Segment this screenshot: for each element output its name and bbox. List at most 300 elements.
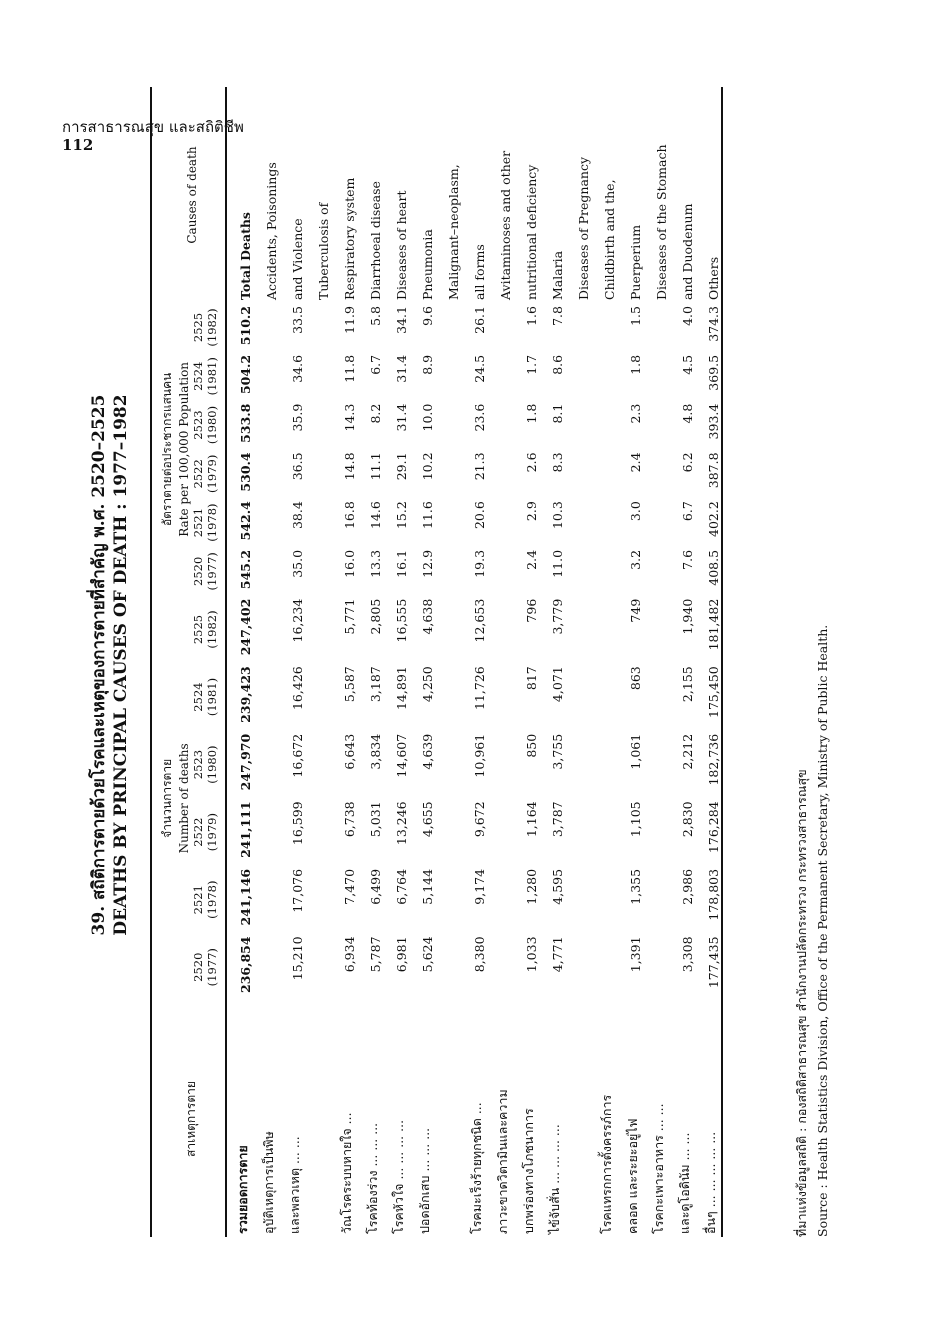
cause-thai-cell [565,1001,591,1237]
death-rate-cell: 31.4 [394,403,409,432]
death-count-cell: 5,771 [342,598,357,635]
death-count-cell: 16,555 [394,598,409,643]
death-rate-cell: 2.4 [524,549,539,570]
table-title [88,75,132,1255]
death-count-cell [591,933,617,1001]
death-count-cell: 4,250 [420,666,435,703]
death-count-cell [435,866,461,934]
death-rate-cell: 14.3 [342,403,357,432]
death-rate-cell [487,352,513,401]
header-number-year [191,866,226,934]
year-ad: (1982) [205,610,219,649]
cause-thai-cell: อุบัติเหตุการเป็นพิษ [261,1131,276,1234]
source-note-thai: ที่มาแห่งข้อมูลสถิติ : กองสถิติสาธารณสุข สำนักงานปลัดกระทรวง กระทรวงสาธารณสุข [794,769,809,1237]
death-count-cell: 6,764 [394,868,409,905]
year-be: 2520 [191,556,205,586]
death-rate-cell: 11.1 [368,452,383,481]
death-count-cell: 2,986 [680,868,695,905]
death-count-cell: 2,830 [680,801,695,838]
death-rate-cell [565,401,591,450]
death-count-cell [591,663,617,731]
death-rate-cell: 36.5 [290,452,305,481]
year-ad: (1981) [205,357,219,396]
death-count-cell: 12,653 [472,598,487,643]
death-rate-cell [253,303,279,352]
death-rate-cell: 11.6 [420,501,435,530]
death-rate-cell: 26.1 [472,306,487,334]
death-rate-cell [487,303,513,352]
death-count-cell [591,798,617,866]
death-count-cell: 3,755 [550,733,565,770]
death-count-cell: 15,210 [290,936,305,981]
cause-en-cell: and Violence [290,218,305,300]
death-count-cell [305,596,331,664]
header-rate-year [191,449,226,498]
header-number-year [191,933,226,1001]
year-ad: (1981) [205,677,219,717]
death-rate-cell [565,547,591,596]
cause-en-cell: Pneumonia [420,229,435,300]
death-count-cell [643,933,669,1001]
death-count-cell: 247,970 [238,733,253,791]
death-count-cell [643,596,669,664]
death-count-cell: 5,787 [368,936,383,973]
death-rate-cell: 21.3 [472,452,487,481]
death-count-cell: 4,638 [420,598,435,635]
death-rate-cell [305,449,331,498]
death-rate-cell: 20.6 [472,501,487,530]
death-count-cell [643,798,669,866]
death-count-cell [565,731,591,799]
death-count-cell: 6,643 [342,733,357,770]
header-rate-year [191,547,226,596]
death-count-cell: 1,061 [628,733,643,770]
death-rate-cell: 6.2 [680,452,695,473]
death-count-cell: 6,934 [342,936,357,973]
year-be: 2521 [191,507,205,538]
death-count-cell: 3,779 [550,598,565,635]
cause-en-cell: Tuberculosis of [316,202,331,300]
cause-thai-cell: คลอด และระยะอยู่ไฟ [625,1118,640,1234]
death-rate-cell: 23.6 [472,403,487,432]
death-rate-cell [487,401,513,450]
death-count-cell [565,596,591,664]
death-rate-cell: 10.3 [550,501,565,530]
death-rate-cell [435,498,461,547]
table-row [487,87,513,1237]
cause-thai-cell: รวมยอดการตาย [235,1145,250,1234]
running-head-title: การสาธารณสุข และสถิติชีพ [62,118,244,136]
death-count-cell [591,731,617,799]
death-rate-cell: 4.0 [680,306,695,326]
cause-en-cell: Total Deaths [238,212,253,300]
cause-en-cell: Diseases of the Stomach [654,144,669,300]
cause-thai-cell: โรคท้องร่วง ... ... ... [365,1122,380,1234]
cause-en-cell: Respiratory system [342,177,357,300]
death-rate-cell [305,547,331,596]
death-count-cell: 749 [628,598,643,623]
death-count-cell [487,663,513,731]
death-rate-cell: 1.8 [628,354,643,375]
death-count-cell [643,866,669,934]
death-rate-cell: 4.5 [680,354,695,375]
death-rate-cell [591,547,617,596]
death-rate-cell: 402.2 [706,501,721,537]
death-rate-cell: 14.6 [368,501,383,530]
year-ad: (1977) [205,948,219,987]
death-count-cell: 3,787 [550,801,565,838]
year-ad: (1978) [205,503,219,542]
death-rate-cell [565,303,591,352]
death-rate-cell: 504.2 [238,354,253,395]
header-rate-group [151,303,191,596]
death-count-cell: 14,891 [394,666,409,711]
page-number: 112 [62,136,94,154]
death-rate-cell [487,498,513,547]
death-count-cell [487,596,513,664]
death-count-cell [253,731,279,799]
year-be: 2525 [191,614,205,645]
table-title-thai: สถิติการตายด้วยโรคและเหตุของการตายที่สำคัญ พ.ศ. 2520–2525 [89,394,109,900]
death-rate-cell [435,303,461,352]
header-cause-thai: สาเหตุการตาย [151,1001,226,1237]
cause-thai-cell [305,1001,331,1237]
death-count-cell: 16,672 [290,733,305,778]
death-rate-cell: 530.4 [238,452,253,492]
death-rate-cell [435,449,461,498]
death-rate-cell: 35.9 [290,403,305,432]
death-count-cell: 6,499 [368,868,383,905]
death-count-cell [305,798,331,866]
death-count-cell [305,663,331,731]
death-rate-cell: 7.6 [680,549,695,570]
death-rate-cell [253,352,279,401]
death-rate-cell [643,352,669,401]
death-count-cell: 4,639 [420,733,435,770]
death-count-cell: 10,961 [472,733,487,778]
header-rate-thai: อัตราตายต่อประชากรแสนคน [160,372,174,527]
death-rate-cell [435,401,461,450]
death-rate-cell: 4.8 [680,403,695,424]
death-count-cell [435,933,461,1001]
death-count-cell: 1,280 [524,868,539,905]
death-rate-cell: 374.3 [706,306,721,342]
death-count-cell: 178,803 [706,868,721,921]
death-count-cell: 177,435 [706,936,721,989]
death-rate-cell [643,449,669,498]
cause-thai-cell: ภาวะขาดวิตามินและความ [495,1089,510,1234]
deaths-table [150,87,727,1237]
table-number: 39. [89,905,109,936]
death-rate-cell: 8.2 [368,403,383,424]
death-count-cell [487,731,513,799]
death-rate-cell [253,498,279,547]
year-be: 2523 [191,410,205,440]
death-count-cell [591,866,617,934]
death-rate-cell: 2.9 [524,501,539,522]
death-count-cell: 2,212 [680,733,695,770]
death-count-cell: 236,854 [238,936,253,993]
death-rate-cell: 33.5 [290,306,305,334]
death-rate-cell: 29.1 [394,452,409,481]
death-rate-cell: 34.6 [290,354,305,383]
death-count-cell: 1,355 [628,868,643,905]
death-count-cell [643,731,669,799]
death-count-cell: 3,308 [680,936,695,973]
death-rate-cell [435,547,461,596]
death-rate-cell: 510.2 [238,306,253,346]
header-number-year [191,596,226,664]
death-count-cell: 17,076 [290,868,305,913]
death-rate-cell: 10.2 [420,452,435,481]
death-count-cell [487,798,513,866]
table-row [617,87,643,1237]
death-rate-cell: 11.8 [342,354,357,383]
death-rate-cell: 11.9 [342,306,357,334]
death-count-cell: 4,071 [550,666,565,703]
header-rate-year [191,401,226,450]
death-count-cell: 7,470 [342,868,357,905]
table-row [305,87,331,1237]
year-be: 2524 [191,361,205,391]
table-row [565,87,591,1237]
rotated-table-page [80,75,860,1255]
death-rate-cell [253,401,279,450]
death-count-cell [253,663,279,731]
death-rate-cell: 8.6 [550,354,565,375]
death-count-cell: 14,607 [394,733,409,778]
death-rate-cell: 3.0 [628,501,643,522]
death-rate-cell [591,303,617,352]
death-rate-cell: 11.0 [550,549,565,578]
cause-thai-cell: และดูโอดินัม ... ... [677,1132,692,1234]
death-count-cell: 1,105 [628,801,643,838]
death-rate-cell: 542.4 [238,501,253,541]
table-row [435,87,461,1237]
cause-thai-cell: โรคมะเร็งร้ายทุกชนิด ... [469,1102,484,1234]
death-count-cell: 6,981 [394,936,409,973]
header-cause-en: Causes of death [151,87,226,303]
death-count-cell: 1,033 [524,936,539,973]
death-rate-cell: 9.6 [420,306,435,326]
death-rate-cell: 10.0 [420,403,435,432]
death-rate-cell: 533.8 [238,403,253,443]
death-count-cell: 16,234 [290,598,305,643]
year-be: 2523 [191,749,205,780]
source-note-english: Source : Health Statistics Division, Office of the Permanent Secretary, Ministry of Public Health. [815,624,830,1237]
table-row [409,87,435,1237]
cause-thai-cell: ปอดอักเสบ ... ... ... [417,1127,432,1234]
death-rate-cell [591,498,617,547]
death-count-cell: 5,144 [420,868,435,905]
death-rate-cell: 6.7 [680,501,695,522]
death-rate-cell: 2.4 [628,452,643,473]
death-count-cell: 1,940 [680,598,695,635]
death-count-cell: 4,771 [550,936,565,973]
death-rate-cell [643,547,669,596]
death-rate-cell [643,401,669,450]
table-bottom-rule [722,87,727,1237]
death-rate-cell [487,547,513,596]
cause-en-cell: Childbirth and the, [602,179,617,300]
death-count-cell [305,866,331,934]
death-rate-cell [643,498,669,547]
death-count-cell [253,933,279,1001]
death-rate-cell: 1.8 [524,403,539,424]
death-rate-cell [565,352,591,401]
death-count-cell: 796 [524,598,539,623]
death-rate-cell: 35.0 [290,549,305,578]
year-ad: (1977) [205,552,219,591]
header-number-year [191,663,226,731]
header-number-group [151,596,191,1001]
death-count-cell [253,798,279,866]
header-rate-year [191,303,226,352]
table-row [253,87,279,1237]
table-row [669,87,695,1237]
death-count-cell: 181,482 [706,598,721,651]
death-count-cell: 4,655 [420,801,435,838]
death-rate-cell: 31.4 [394,354,409,383]
death-count-cell: 3,187 [368,666,383,703]
death-rate-cell [643,303,669,352]
cause-thai-cell: โรคหัวใจ ... ... ... ... [391,1119,406,1234]
death-count-cell: 6,738 [342,801,357,838]
cause-en-cell: Diseases of heart [394,190,409,300]
cause-thai-cell: โรคแทรกการตั้งครรภ์การ [599,1094,614,1234]
death-count-cell: 5,031 [368,801,383,838]
header-rate-year [191,352,226,401]
death-count-cell: 4,595 [550,868,565,905]
death-count-cell [305,933,331,1001]
death-count-cell: 9,672 [472,801,487,838]
death-rate-cell: 13.3 [368,549,383,578]
death-rate-cell [565,498,591,547]
death-count-cell [435,663,461,731]
cause-en-cell: all forms [472,244,487,300]
death-count-cell: 5,624 [420,936,435,973]
cause-en-cell: Avitaminoses and other [498,150,513,300]
death-rate-cell: 408.5 [706,549,721,586]
table-row [383,87,409,1237]
year-be: 2521 [191,885,205,915]
death-rate-cell: 38.4 [290,501,305,530]
death-rate-cell: 2.6 [524,452,539,473]
death-count-cell: 11,726 [472,666,487,711]
year-be: 2520 [191,952,205,982]
death-rate-cell: 369.5 [706,354,721,391]
death-rate-cell [253,547,279,596]
year-ad: (1979) [205,454,219,493]
cause-en-cell: Diarrhoeal disease [368,181,383,300]
cause-en-cell: Malignant–neoplasm, [446,164,461,300]
death-count-cell: 239,423 [238,666,253,723]
table-row [357,87,383,1237]
death-rate-cell [591,449,617,498]
death-count-cell [435,731,461,799]
death-rate-cell [305,498,331,547]
year-ad: (1980) [205,405,219,445]
death-rate-cell: 387.8 [706,452,721,489]
death-count-cell: 817 [524,666,539,691]
death-count-cell: 9,174 [472,868,487,905]
death-rate-cell: 34.1 [394,306,409,334]
death-count-cell [253,596,279,664]
cause-en-cell: Malaria [550,250,565,300]
death-rate-cell: 5.8 [368,306,383,326]
death-count-cell [643,663,669,731]
death-count-cell: 247,402 [238,598,253,656]
cause-thai-cell [435,1001,461,1237]
death-count-cell [565,866,591,934]
cause-en-cell: nutritional deficiency [524,164,539,300]
death-rate-cell: 12.9 [420,549,435,578]
death-count-cell: 241,111 [238,801,253,858]
table-row [279,87,305,1237]
death-count-cell: 16,599 [290,801,305,846]
death-count-cell [565,798,591,866]
header-number-year [191,731,226,799]
cause-thai-cell: ไข้จับสั่น ... ... ... ... [547,1124,562,1234]
table-row [591,87,617,1237]
death-count-cell [435,596,461,664]
death-rate-cell: 1.6 [524,306,539,326]
death-rate-cell [591,401,617,450]
death-rate-cell: 545.2 [238,549,253,590]
death-rate-cell: 24.5 [472,354,487,383]
death-rate-cell [487,449,513,498]
death-rate-cell: 16.0 [342,549,357,578]
death-rate-cell [565,449,591,498]
header-number-thai: จำนวนการตาย [160,758,174,838]
death-count-cell [565,933,591,1001]
cause-thai-cell: บกพร่องทางโภชนาการ [521,1108,536,1234]
year-be: 2522 [191,459,205,489]
death-rate-cell: 16.1 [394,549,409,578]
death-count-cell: 2,155 [680,666,695,703]
table-row [461,87,487,1237]
cause-en-cell: Diseases of Pregnancy [576,156,591,300]
death-rate-cell: 19.3 [472,549,487,578]
death-rate-cell [591,352,617,401]
death-count-cell: 241,146 [238,868,253,926]
death-count-cell: 1,164 [524,801,539,838]
cause-thai-cell: อื่นๆ ... ... ... ... ... [703,1131,718,1234]
death-count-cell [305,731,331,799]
death-count-cell: 176,284 [706,801,721,854]
year-be: 2522 [191,817,205,847]
table-row [331,87,357,1237]
death-rate-cell [253,449,279,498]
table-row [643,87,669,1237]
death-count-cell: 2,805 [368,598,383,635]
death-count-cell: 8,380 [472,936,487,973]
death-rate-cell: 8.3 [550,452,565,473]
death-count-cell: 16,426 [290,666,305,711]
death-rate-cell: 3.2 [628,549,643,570]
death-rate-cell: 1.7 [524,354,539,375]
cause-thai-cell: และพลวเหตุ ... ... [287,1136,302,1234]
header-number-year [191,798,226,866]
death-rate-cell: 8.9 [420,354,435,375]
year-ad: (1980) [205,745,219,784]
cause-en-cell: and Duodenum [680,203,695,300]
year-be: 2525 [191,312,205,343]
cause-thai-cell: โรคกะเพาะอาหาร ... ... [651,1103,666,1234]
death-rate-cell: 7.8 [550,306,565,326]
death-rate-cell: 2.3 [628,403,643,424]
death-count-cell: 850 [524,733,539,758]
